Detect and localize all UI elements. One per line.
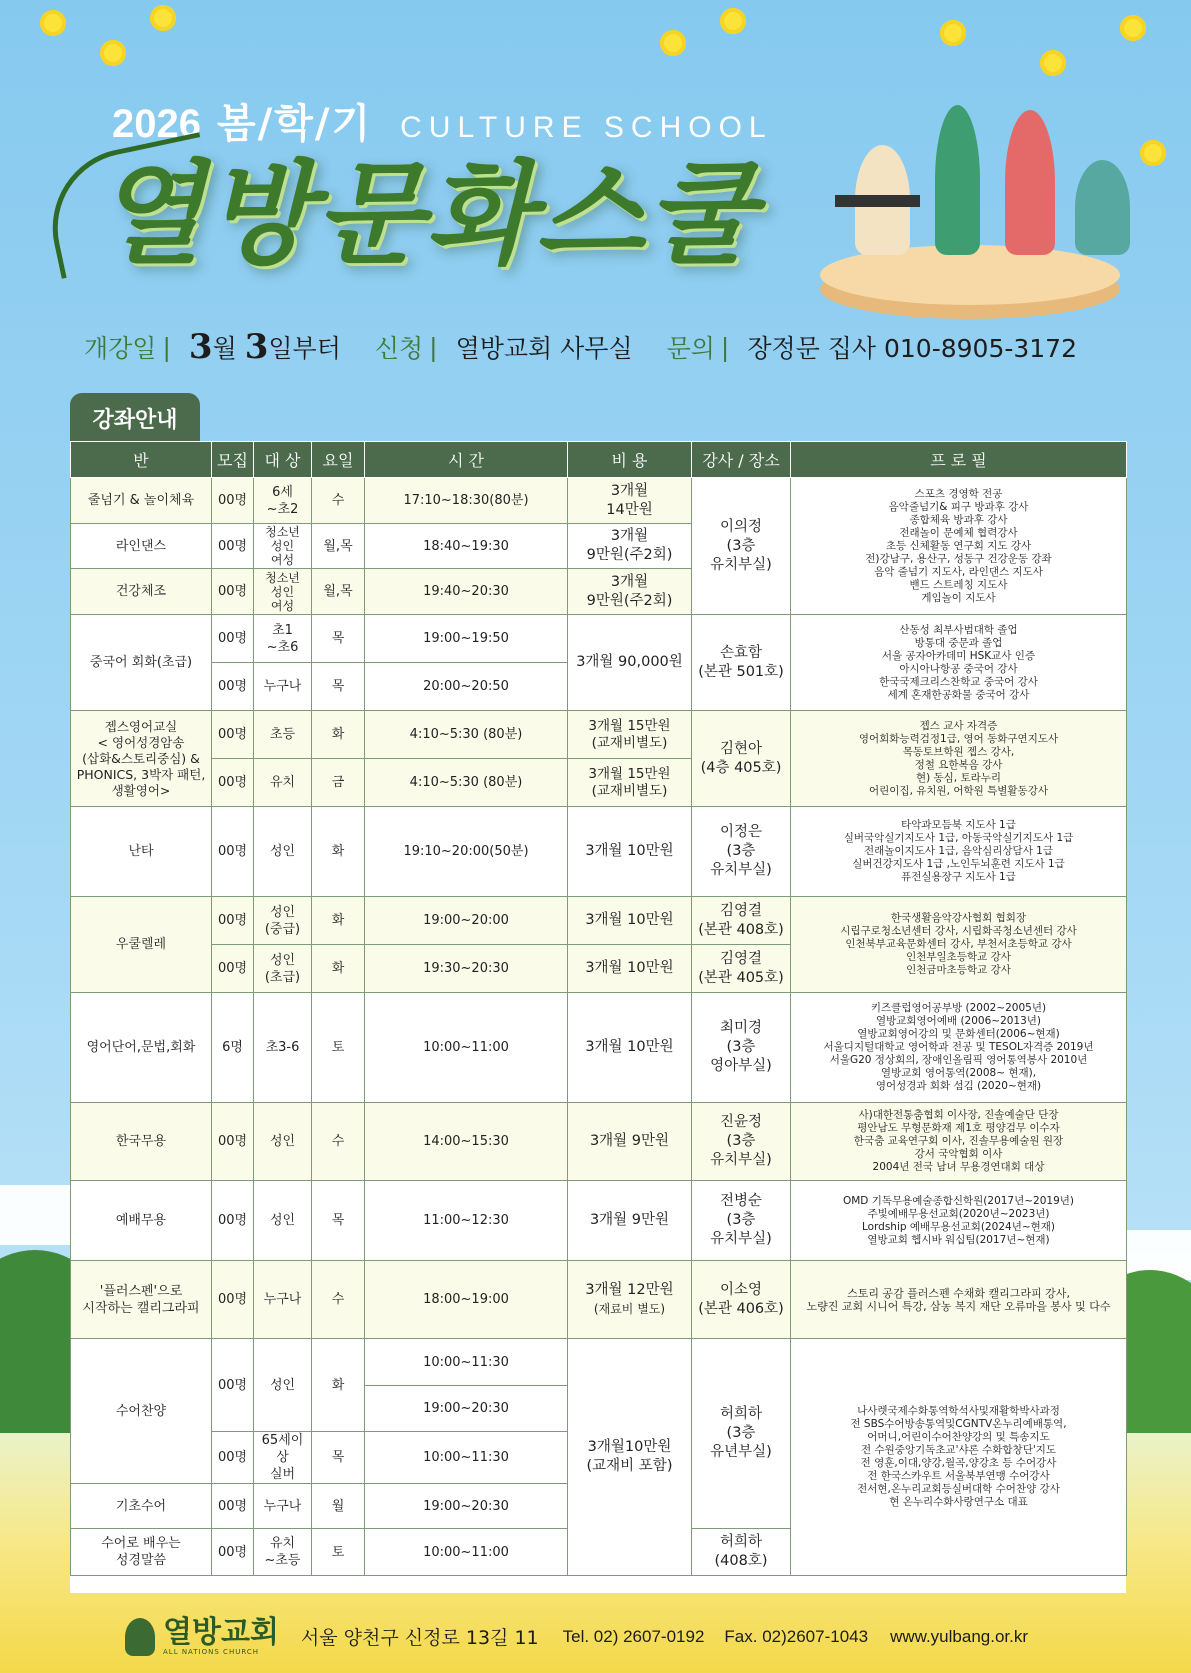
table-header-row [71, 442, 1127, 478]
day: 화 [312, 897, 365, 945]
target: 성인 [254, 807, 312, 897]
target: 성인 (중급) [254, 897, 312, 945]
target: 누구나 [254, 1261, 312, 1339]
fee: 3개월 90,000원 [568, 615, 692, 711]
fee: 3개월 10만원 [568, 945, 692, 993]
profile: OMD 기독무용예술종합신학원(2017년~2019년) 주빛예배무용선교회(2020년~2023년) Lordship 예배무용선교회(2024년~현재) 열방교회 헵시바 워십팀(2017년~현재) [791, 1181, 1127, 1261]
fee: 3개월 15만원 (교재비별도) [568, 759, 692, 807]
day: 목 [312, 1181, 365, 1261]
day: 수 [312, 1103, 365, 1181]
target: 유치 [254, 759, 312, 807]
col-class: 반 [71, 442, 212, 478]
day: 월,목 [312, 569, 365, 615]
teacher: 김현아 (4층 405호) [692, 711, 791, 807]
teacher: 이소영 (본관 406호) [692, 1261, 791, 1339]
fee: 3개월 15만원 (교재비별도) [568, 711, 692, 759]
time: 19:00~20:30 [365, 1484, 568, 1529]
teacher: 손효함 (본관 501호) [692, 615, 791, 711]
fee: 3개월 9만원 [568, 1103, 692, 1181]
fee: 3개월 9만원(주2회) [568, 569, 692, 615]
open-month-unit: 월 [212, 334, 237, 363]
fee [568, 1261, 692, 1339]
class-name: 한국무용 [71, 1103, 212, 1181]
fee: 3개월 9만원(주2회) [568, 524, 692, 569]
time: 4:10~5:30 (80분) [365, 759, 568, 807]
recruit-count: 00명 [212, 1103, 254, 1181]
col-fee: 비 용 [568, 442, 692, 478]
col-target: 대 상 [254, 442, 312, 478]
recruit-count: 00명 [212, 1181, 254, 1261]
recruit-count: 00명 [212, 1529, 254, 1576]
profile: 키즈클럽영어공부방 (2002~2005년) 열방교회영어예배 (2006~2013년) 열방교회영어강의 및 문화센터(2006~현재) 서울디지털대학교 영어학과 전공 및 TESOL자격증 2019년 서울G20 정상회의, 장애인올림픽 영어통역봉사 2010년 열방교회 영어통역(2008~ 현재), 영어성경과 회화 섬김 (2020~현재) [791, 993, 1127, 1103]
flower-decoration [720, 8, 746, 34]
target: 성인 (초급) [254, 945, 312, 993]
day: 목 [312, 663, 365, 711]
recruit-count: 6명 [212, 993, 254, 1103]
time: 19:40~20:30 [365, 569, 568, 615]
class-name: 건강체조 [71, 569, 212, 615]
fax: Fax. 02)2607-1043 [724, 1626, 869, 1646]
col-time: 시 간 [365, 442, 568, 478]
col-teacher: 강사 / 장소 [692, 442, 791, 478]
recruit-count: 00명 [212, 663, 254, 711]
guitarist-illustration [1005, 110, 1055, 255]
table-row [71, 1261, 1127, 1339]
recruit-count: 00명 [212, 478, 254, 524]
class-name: 예배무용 [71, 1181, 212, 1261]
fee: 3개월 10만원 [568, 993, 692, 1103]
church-logo[interactable] [125, 1614, 279, 1656]
recruit-count: 00명 [212, 759, 254, 807]
time: 10:00~11:00 [365, 993, 568, 1103]
day: 화 [312, 711, 365, 759]
fee: 3개월 14만원 [568, 478, 692, 524]
teacher: 허희하 (3층 유년부실) [692, 1339, 791, 1529]
term: 봄/학/기 [216, 101, 373, 147]
target: 6세 ~초2 [254, 478, 312, 524]
apply-value: 열방교회 사무실 [455, 334, 633, 363]
class-name: 수어로 배우는 성경말씀 [71, 1529, 212, 1576]
day: 목 [312, 615, 365, 663]
singer-illustration [935, 105, 980, 255]
day: 토 [312, 993, 365, 1103]
flower-decoration [40, 10, 66, 36]
table-row [71, 478, 1127, 524]
class-name: 영어단어,문법,회화 [71, 993, 212, 1103]
recruit-count: 00명 [212, 711, 254, 759]
day: 수 [312, 1261, 365, 1339]
recruit-count: 00명 [212, 807, 254, 897]
col-day: 요일 [312, 442, 365, 478]
day: 화 [312, 1339, 365, 1432]
teacher: 허희하 (408호) [692, 1529, 791, 1576]
day: 금 [312, 759, 365, 807]
time: 18:00~19:00 [365, 1261, 568, 1339]
keyboard-icon [835, 195, 920, 207]
recruit-count: 00명 [212, 1339, 254, 1432]
table-row [71, 711, 1127, 759]
day: 월 [312, 1484, 365, 1529]
target: 누구나 [254, 663, 312, 711]
time: 20:00~20:50 [365, 663, 568, 711]
day: 화 [312, 807, 365, 897]
fee: 3개월 10만원 [568, 897, 692, 945]
contact-label: 문의 [666, 334, 715, 363]
class-name: 라인댄스 [71, 524, 212, 569]
teacher: 김영결 (본관 405호) [692, 945, 791, 993]
class-name: '플러스펜'으로 시작하는 캘리그라피 [71, 1261, 212, 1339]
info-line: 개강일 | 3 월 3 일부터 신청 | 열방교회 사무실 문의 | 장정문 집사 010-8905-3172 [84, 327, 1077, 367]
col-profile: 프 로 필 [791, 442, 1127, 478]
profile: 타악과모듬북 지도사 1급 실버국악실기지도사 1급, 아동국악실기지도사 1급 전래놀이지도사 1급, 음악심리상담사 1급 실버건강지도사 1급 ,노인두뇌훈련 지도사 1급 퓨전실용장구 지도사 1급 [791, 807, 1127, 897]
profile: 산동성 최부사범대학 졸업 방통대 중문과 졸업 서울 공자아카데미 HSK교사 인증 아시아나항공 중국어 강사 한국국제크리스찬학교 중국어 강사 세계 혼재한공화물 중국어 강사 [791, 615, 1127, 711]
apply-label: 신청 [374, 334, 424, 363]
time: 18:40~19:30 [365, 524, 568, 569]
day: 수 [312, 478, 365, 524]
time: 17:10~18:30(80분) [365, 478, 568, 524]
target: 유치 ~초등 [254, 1529, 312, 1576]
culture-school-label: CULTURE SCHOOL [400, 111, 773, 144]
target: 청소년 성인 여성 [254, 569, 312, 615]
table-row [71, 1339, 1127, 1386]
recruit-count: 00명 [212, 615, 254, 663]
church-name-en: ALL NATIONS CHURCH [163, 1647, 259, 1656]
class-name: 기초수어 [71, 1484, 212, 1529]
page-title: 열방문화스쿨 [95, 149, 757, 280]
class-name: 중국어 회화(초급) [71, 615, 212, 711]
day: 토 [312, 1529, 365, 1576]
day: 화 [312, 945, 365, 993]
table-row [71, 615, 1127, 663]
recruit-count: 00명 [212, 1261, 254, 1339]
flower-decoration [1140, 140, 1166, 166]
profile: 스토리 공감 플러스펜 수채화 캘리그라피 강사, 노량진 교회 시니어 특강, 삼농 복지 재단 오류마을 봉사 및 다수 [791, 1261, 1127, 1339]
recruit-count: 00명 [212, 897, 254, 945]
tree-logo-icon [125, 1618, 155, 1656]
church-name: 열방교회 [163, 1614, 279, 1650]
day: 목 [312, 1432, 365, 1484]
time: 19:30~20:30 [365, 945, 568, 993]
target: 65세이상 실버 [254, 1432, 312, 1484]
flower-decoration [660, 30, 686, 56]
class-name: 난타 [71, 807, 212, 897]
col-recruit: 모집 [212, 442, 254, 478]
course-table [70, 441, 1127, 1576]
contact-value: 장정문 집사 010-8905-3172 [747, 334, 1077, 363]
time: 19:00~19:50 [365, 615, 568, 663]
target: 성인 [254, 1339, 312, 1432]
time: 10:00~11:00 [365, 1529, 568, 1576]
teacher: 최미경 (3층 영아부실) [692, 993, 791, 1103]
teacher: 진윤정 (3층 유치부실) [692, 1103, 791, 1181]
open-day-unit: 일부터 [268, 334, 341, 363]
flower-decoration [100, 40, 126, 66]
target: 성인 [254, 1103, 312, 1181]
class-name: 줄넘기 & 놀이체육 [71, 478, 212, 524]
flower-decoration [940, 20, 966, 46]
recruit-count: 00명 [212, 1484, 254, 1529]
target: 청소년 성인 여성 [254, 524, 312, 569]
course-table-wrapper [70, 441, 1126, 1593]
phone: Tel. 02) 2607-0192 [562, 1626, 705, 1646]
year: 2026 [112, 102, 201, 146]
day: 월,목 [312, 524, 365, 569]
open-date-label: 개강일 [84, 334, 157, 363]
target: 초등 [254, 711, 312, 759]
recruit-count: 00명 [212, 524, 254, 569]
table-row [71, 993, 1127, 1103]
table-row [71, 1103, 1127, 1181]
table-row [71, 807, 1127, 897]
time: 4:10~5:30 (80분) [365, 711, 568, 759]
open-day: 3 [244, 327, 269, 367]
target: 초3-6 [254, 993, 312, 1103]
teacher: 전병순 (3층 유치부실) [692, 1181, 791, 1261]
time: 10:00~11:30 [365, 1339, 568, 1386]
profile: 스포츠 경영학 전공 음악줄넘기& 피구 방과후 강사 종합체육 방과후 강사 전래놀이 문예체 협력강사 초등 신체활동 연구회 지도 강사 전)강남구, 용산구, 성동구 건강운동 강좌 음악 줄넘기 지도사, 라인댄스 지도사 밴드 스트레칭 지도사 게임놀이 지도사 [791, 478, 1127, 615]
drummer-illustration [1075, 160, 1130, 255]
fee: 3개월 10만원 [568, 807, 692, 897]
fee-main: 3개월 12만원 [585, 1281, 674, 1298]
profile: 나사렛국제수화통역학석사및재활학박사과정 전 SBS수어방송통역및CGNTV온누리예배통역, 어머니,어린이수어찬양강의 및 특송지도 전 수원중앙기독초교'샤론 수화합창단'지도 전 영훈,이대,양강,월곡,양강초 등 수어강사 전 한국스카우트 서울북부연맹 수어강사 전서현,온누리교회등실버대학 수어찬양 강사 현 온누리수화사랑연구소 대표 [791, 1339, 1127, 1576]
course-info-tab: 강좌안내 [70, 393, 200, 443]
class-name: 젭스영어교실 < 영어성경암송 (삽화&스토리중심) & PHONICS, 3박자 패턴, 생활영어> [71, 711, 212, 807]
table-row [71, 897, 1127, 945]
time: 19:00~20:30 [365, 1386, 568, 1432]
open-month: 3 [188, 327, 213, 367]
profile: 한국생활음악강사협회 협회장 시립구로청소년센터 강사, 시립화곡청소년센터 강사 인천북부교육문화센터 강사, 부천서초등학교 강사 인천부일초등학교 강사 인천금마초등학교 강사 [791, 897, 1127, 993]
website-link[interactable]: www.yulbang.or.kr [890, 1626, 1029, 1646]
flower-decoration [1040, 50, 1066, 76]
address: 서울 양천구 신정로 13길 11 [300, 1627, 539, 1649]
table-row [71, 1181, 1127, 1261]
time: 19:10~20:00(50분) [365, 807, 568, 897]
recruit-count: 00명 [212, 569, 254, 615]
flower-decoration [1120, 15, 1146, 41]
fee-sub: (재료비 별도) [593, 1301, 666, 1316]
profile: 사)대한전통춤협회 이사장, 진솔예술단 단장 평안남도 무형문화재 제1호 평양검무 이수자 한국춤 교육연구회 이사, 진솔무용예술원 원장 강서 국악협회 이사 2004년 전국 남녀 무용경연대회 대상 [791, 1103, 1127, 1181]
target: 누구나 [254, 1484, 312, 1529]
teacher: 이의정 (3층 유치부실) [692, 478, 791, 615]
recruit-count: 00명 [212, 1432, 254, 1484]
teacher: 이정은 (3층 유치부실) [692, 807, 791, 897]
time: 10:00~11:30 [365, 1432, 568, 1484]
recruit-count: 00명 [212, 945, 254, 993]
fee: 3개월10만원 (교재비 포함) [568, 1339, 692, 1576]
time: 19:00~20:00 [365, 897, 568, 945]
class-name: 우쿨렐레 [71, 897, 212, 993]
class-name: 수어찬양 [71, 1339, 212, 1484]
teacher: 김영결 (본관 408호) [692, 897, 791, 945]
flower-decoration [150, 5, 176, 31]
footer [0, 1600, 1191, 1673]
profile: 젭스 교사 자격증 영어회화능력검정1급, 영어 동화구연지도사 목동토브학원 젭스 강사, 정철 요한복음 강사 현) 동심, 토라누리 어린이집, 유치원, 어학원 특별활동강사 [791, 711, 1127, 807]
fee: 3개월 9만원 [568, 1181, 692, 1261]
target: 성인 [254, 1181, 312, 1261]
target: 초1 ~초6 [254, 615, 312, 663]
time: 11:00~12:30 [365, 1181, 568, 1261]
time: 14:00~15:30 [365, 1103, 568, 1181]
